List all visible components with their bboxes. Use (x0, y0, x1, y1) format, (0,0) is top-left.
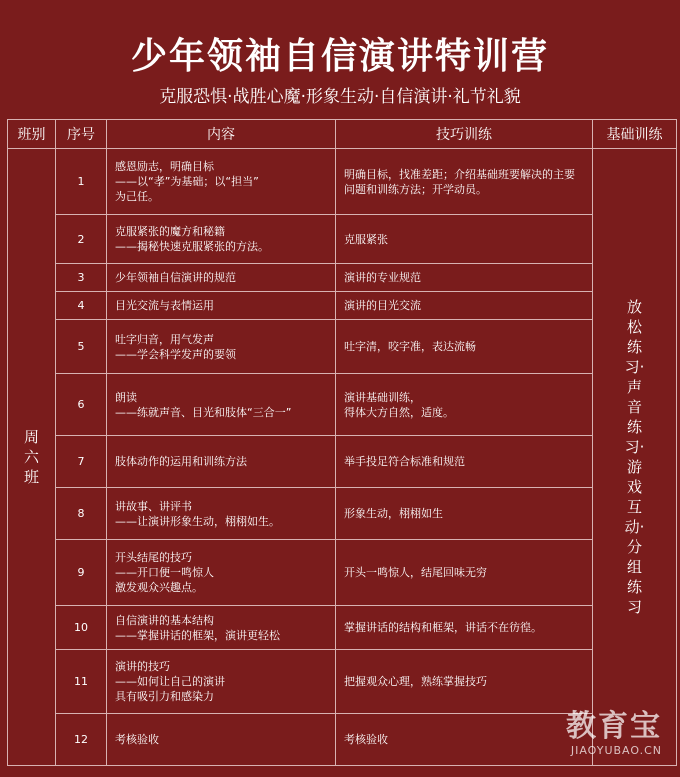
row-skill: 掌握讲话的结构和框架，讲话不在彷徨。 (336, 606, 593, 650)
row-content: 讲故事、讲评书 ——让演讲形象生动，栩栩如生。 (107, 488, 336, 540)
row-content: 考核验收 (107, 714, 336, 766)
table-row (8, 374, 677, 436)
row-content: 演讲的技巧 ——如何让自己的演讲 具有吸引力和感染力 (107, 650, 336, 714)
row-skill: 吐字清，咬字准，表达流畅 (336, 320, 593, 374)
table-row (8, 540, 677, 606)
row-num: 11 (56, 650, 107, 714)
row-skill: 演讲的专业规范 (336, 264, 593, 292)
row-num: 8 (56, 488, 107, 540)
header-skill: 技巧训练 (336, 120, 593, 149)
row-num: 12 (56, 714, 107, 766)
header-content: 内容 (107, 120, 336, 149)
table-row (8, 436, 677, 488)
basic-training-cell (593, 149, 677, 766)
watermark-url: JIAOYUBAO.CN (570, 744, 662, 757)
table-row (8, 606, 677, 650)
watermark-logo (566, 710, 662, 757)
header-num: 序号 (56, 120, 107, 149)
row-content: 朗读 ——练就声音、目光和肢体“三合一” (107, 374, 336, 436)
table-row (8, 149, 677, 215)
row-num: 7 (56, 436, 107, 488)
table-row (8, 292, 677, 320)
row-num: 9 (56, 540, 107, 606)
header-class: 班别 (8, 120, 56, 149)
row-num: 5 (56, 320, 107, 374)
row-num: 6 (56, 374, 107, 436)
row-content: 少年领袖自信演讲的规范 (107, 264, 336, 292)
class-name: 周六班 (23, 428, 39, 486)
row-content: 吐字归音，用气发声 ——学会科学发声的要领 (107, 320, 336, 374)
row-skill: 明确目标，找准差距；介绍基础班要解决的主要问题和训练方法；开学动员。 (336, 149, 593, 215)
curriculum-table (7, 119, 677, 766)
row-content: 克服紧张的魔方和秘籍 ——揭秘快速克服紧张的方法。 (107, 215, 336, 264)
row-skill: 形象生动，栩栩如生 (336, 488, 593, 540)
watermark-cn: 教育宝 (566, 709, 662, 744)
row-content: 开头结尾的技巧 ——开口便一鸣惊人 激发观众兴趣点。 (107, 540, 336, 606)
row-num: 3 (56, 264, 107, 292)
table-header-row (8, 120, 677, 149)
table-row (8, 488, 677, 540)
row-skill: 考核验收 (336, 714, 593, 766)
table-row (8, 215, 677, 264)
row-skill: 克服紧张 (336, 215, 593, 264)
header-basic: 基础训练 (593, 120, 677, 149)
row-skill: 演讲的目光交流 (336, 292, 593, 320)
table-row (8, 320, 677, 374)
table-row (8, 264, 677, 292)
page-subtitle: 克服恐惧·战胜心魔·形象生动·自信演讲·礼节礼貌 (159, 87, 521, 107)
row-num: 1 (56, 149, 107, 215)
row-content: 感恩励志，明确目标 ——以“孝”为基础；以“担当” 为己任。 (107, 149, 336, 215)
row-content: 自信演讲的基本结构 ——掌握讲话的框架，演讲更轻松 (107, 606, 336, 650)
basic-training-text: 放松练习·声音练习·游戏互动·分组练习 (624, 298, 645, 616)
row-skill: 开头一鸣惊人，结尾回味无穷 (336, 540, 593, 606)
row-num: 4 (56, 292, 107, 320)
row-content: 肢体动作的运用和训练方法 (107, 436, 336, 488)
row-skill: 演讲基础训练， 得体大方自然，适度。 (336, 374, 593, 436)
row-skill: 举手投足符合标准和规范 (336, 436, 593, 488)
row-content: 目光交流与表情运用 (107, 292, 336, 320)
row-num: 10 (56, 606, 107, 650)
row-skill: 把握观众心理，熟练掌握技巧 (336, 650, 593, 714)
row-num: 2 (56, 215, 107, 264)
class-cell (8, 149, 56, 766)
page-title: 少年领袖自信演讲特训营 (130, 36, 549, 77)
table-row (8, 650, 677, 714)
